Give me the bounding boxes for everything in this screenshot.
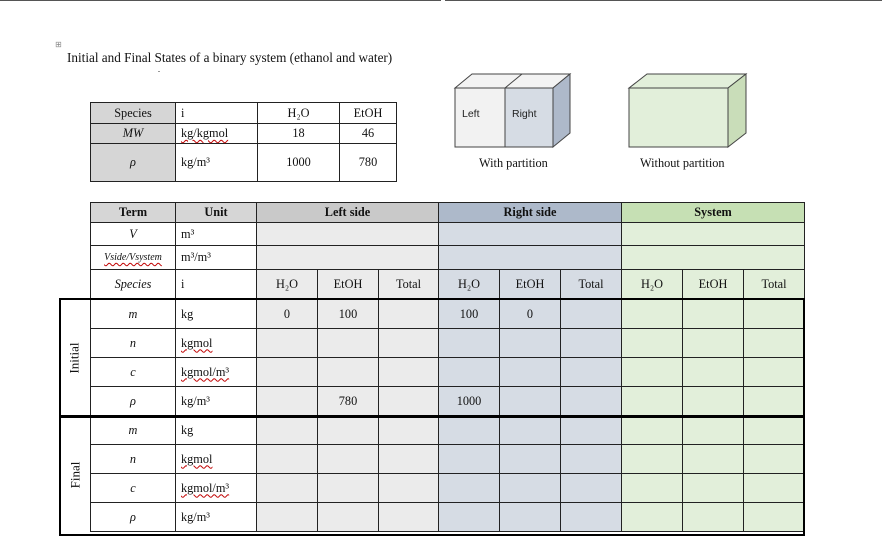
initial-right-etoh-cell[interactable] [500,329,561,358]
final-left-etoh-cell[interactable] [318,445,379,474]
initial-state-label-text: Initial [67,341,83,374]
initial-right-h2o-cell[interactable]: 100 [439,300,500,329]
table-row [91,474,805,503]
final-system-h2o-cell[interactable] [622,474,683,503]
unpartitioned-box-diagram [625,70,750,152]
final-right-h2o-cell[interactable] [439,474,500,503]
volume-ratio-unit: m³/m³ [176,246,257,270]
initial-left-etoh-cell[interactable]: 100 [318,300,379,329]
stray-mark [158,71,160,72]
volume-ratio-term [91,246,176,270]
final-term: n [91,445,176,474]
species-header-unit: i [176,103,258,124]
species-header-label: Species [91,103,176,124]
table-header-row [91,203,805,223]
initial-system-etoh-cell[interactable] [683,387,744,416]
initial-right-h2o-cell[interactable] [439,329,500,358]
initial-system-total-cell[interactable] [744,300,805,329]
final-state-label [61,416,89,534]
final-system-etoh-cell[interactable] [683,503,744,532]
box-top-face [629,74,746,88]
initial-right-etoh-cell[interactable] [500,387,561,416]
initial-term: m [91,300,176,329]
final-left-total-cell[interactable] [379,474,439,503]
final-left-total-cell[interactable] [379,503,439,532]
volume-term: V [91,223,176,246]
page-top-rule-right [445,0,882,1]
final-unit [176,445,257,474]
initial-system-etoh-cell[interactable] [683,358,744,387]
volume-ratio-term-text: Vside/Vsystem [104,252,162,263]
final-left-h2o-cell[interactable] [257,416,318,445]
species-header-h2o: H₂O [258,103,340,124]
state-table [90,202,805,532]
mw-h2o: 18 [258,124,340,144]
table-row [91,103,397,124]
initial-system-etoh-cell[interactable] [683,329,744,358]
initial-system-total-cell[interactable] [744,329,805,358]
final-left-etoh-cell[interactable] [318,416,379,445]
final-left-total-cell[interactable] [379,416,439,445]
final-right-total-cell[interactable] [561,416,622,445]
right-volume-cell[interactable] [439,223,622,246]
initial-term: c [91,358,176,387]
initial-system-total-cell[interactable] [744,387,805,416]
final-unit-text: kgmol/m³ [181,480,230,495]
final-left-etoh-cell[interactable] [318,474,379,503]
page-top-rule-left [0,0,441,1]
right-h2o-col-header: H₂O [439,270,500,300]
final-left-h2o-cell[interactable] [257,445,318,474]
final-unit [176,474,257,503]
initial-term: n [91,329,176,358]
species-header-etoh: EtOH [340,103,397,124]
initial-left-h2o-cell[interactable] [257,329,318,358]
final-left-h2o-cell[interactable] [257,474,318,503]
density-unit: kg/m³ [176,144,258,182]
initial-unit [176,329,257,358]
initial-right-etoh-cell[interactable] [500,358,561,387]
initial-state-label [61,299,89,416]
initial-term: ρ [91,387,176,416]
initial-right-total-cell[interactable] [561,358,622,387]
initial-left-total-cell[interactable] [379,300,439,329]
table-row [91,300,805,329]
initial-right-h2o-cell[interactable] [439,358,500,387]
initial-state-rows [91,300,805,416]
final-system-etoh-cell[interactable] [683,416,744,445]
species-term: Species [91,270,176,300]
initial-right-h2o-cell[interactable]: 1000 [439,387,500,416]
initial-unit: kg/m³ [176,387,257,416]
final-unit-text: kgmol [181,451,213,466]
table-row [91,416,805,445]
final-system-total-cell[interactable] [744,474,805,503]
mw-etoh: 46 [340,124,397,144]
table-anchor-icon[interactable]: ⊞ [55,40,62,49]
final-term: ρ [91,503,176,532]
final-unit: kg [176,416,257,445]
initial-left-total-cell[interactable] [379,387,439,416]
final-state-label-text: Final [66,461,82,489]
initial-left-total-cell[interactable] [379,329,439,358]
right-etoh-col-header: EtOH [500,270,561,300]
initial-left-h2o-cell[interactable]: 0 [257,300,318,329]
system-volume-ratio-cell[interactable] [622,246,805,270]
initial-system-h2o-cell[interactable] [622,358,683,387]
final-system-total-cell[interactable] [744,503,805,532]
left-side-header: Left side [257,203,439,223]
box-front-face [629,88,728,147]
final-right-h2o-cell[interactable] [439,416,500,445]
final-right-etoh-cell[interactable] [500,445,561,474]
final-right-total-cell[interactable] [561,474,622,503]
table-row [91,387,805,416]
initial-left-etoh-cell[interactable] [318,358,379,387]
final-system-h2o-cell[interactable] [622,503,683,532]
final-right-etoh-cell[interactable] [500,503,561,532]
final-system-h2o-cell[interactable] [622,445,683,474]
final-right-total-cell[interactable] [561,503,622,532]
density-label: ρ [91,144,176,182]
initial-system-h2o-cell[interactable] [622,329,683,358]
initial-left-h2o-cell[interactable] [257,387,318,416]
final-system-etoh-cell[interactable] [683,445,744,474]
table-row [91,223,805,246]
table-row [91,124,397,144]
final-left-etoh-cell[interactable] [318,503,379,532]
final-right-h2o-cell[interactable] [439,503,500,532]
final-system-etoh-cell[interactable] [683,474,744,503]
density-h2o: 1000 [258,144,340,182]
table-row [91,144,397,182]
initial-unit-text: kgmol [181,335,213,350]
without-partition-caption: Without partition [640,156,725,170]
partitioned-box-diagram [450,70,575,152]
final-system-total-cell[interactable] [744,445,805,474]
final-right-h2o-cell[interactable] [439,445,500,474]
initial-unit [176,358,257,387]
system-header: System [622,203,805,223]
system-volume-cell[interactable] [622,223,805,246]
final-term: m [91,416,176,445]
initial-system-etoh-cell[interactable] [683,300,744,329]
final-left-h2o-cell[interactable] [257,503,318,532]
species-header-row [91,270,805,300]
initial-system-h2o-cell[interactable] [622,300,683,329]
initial-system-total-cell[interactable] [744,358,805,387]
species-unit: i [176,270,257,300]
initial-left-etoh-cell[interactable] [318,329,379,358]
initial-unit-text: kgmol/m³ [181,364,230,379]
final-right-etoh-cell[interactable] [500,416,561,445]
table-row [91,358,805,387]
density-etoh: 780 [340,144,397,182]
table-row [91,445,805,474]
left-volume-cell[interactable] [257,223,439,246]
mw-unit-text: kg/kgmol [181,126,229,140]
final-state-rows [91,416,805,532]
mw-unit [176,124,258,144]
left-h2o-col-header: H₂O [257,270,318,300]
initial-system-h2o-cell[interactable] [622,387,683,416]
final-right-etoh-cell[interactable] [500,474,561,503]
with-partition-caption: With partition [479,156,548,170]
table-row [91,246,805,270]
initial-right-total-cell[interactable] [561,300,622,329]
right-side-header: Right side [439,203,622,223]
initial-left-total-cell[interactable] [379,358,439,387]
initial-right-total-cell[interactable] [561,329,622,358]
initial-left-etoh-cell[interactable]: 780 [318,387,379,416]
right-volume-ratio-cell[interactable] [439,246,622,270]
page-title: Initial and Final States of a binary system (ethanol and water) [67,50,393,65]
left-etoh-col-header: EtOH [318,270,379,300]
initial-unit: kg [176,300,257,329]
final-system-total-cell[interactable] [744,416,805,445]
table-row [91,329,805,358]
initial-right-total-cell[interactable] [561,387,622,416]
final-left-total-cell[interactable] [379,445,439,474]
term-header: Term [91,203,176,223]
volume-unit: m³ [176,223,257,246]
initial-right-etoh-cell[interactable]: 0 [500,300,561,329]
left-volume-ratio-cell[interactable] [257,246,439,270]
species-properties-table [90,102,397,182]
box-top-face [455,74,570,88]
final-right-total-cell[interactable] [561,445,622,474]
left-total-col-header: Total [379,270,439,300]
unit-header: Unit [176,203,257,223]
final-term: c [91,474,176,503]
initial-left-h2o-cell[interactable] [257,358,318,387]
system-h2o-col-header: H₂O [622,270,683,300]
left-compartment-label: Left [462,108,480,120]
system-etoh-col-header: EtOH [683,270,744,300]
table-row [91,503,805,532]
final-unit: kg/m³ [176,503,257,532]
final-system-h2o-cell[interactable] [622,416,683,445]
mw-label: MW [91,124,176,144]
system-total-col-header: Total [744,270,805,300]
right-total-col-header: Total [561,270,622,300]
right-compartment-label: Right [512,108,537,120]
